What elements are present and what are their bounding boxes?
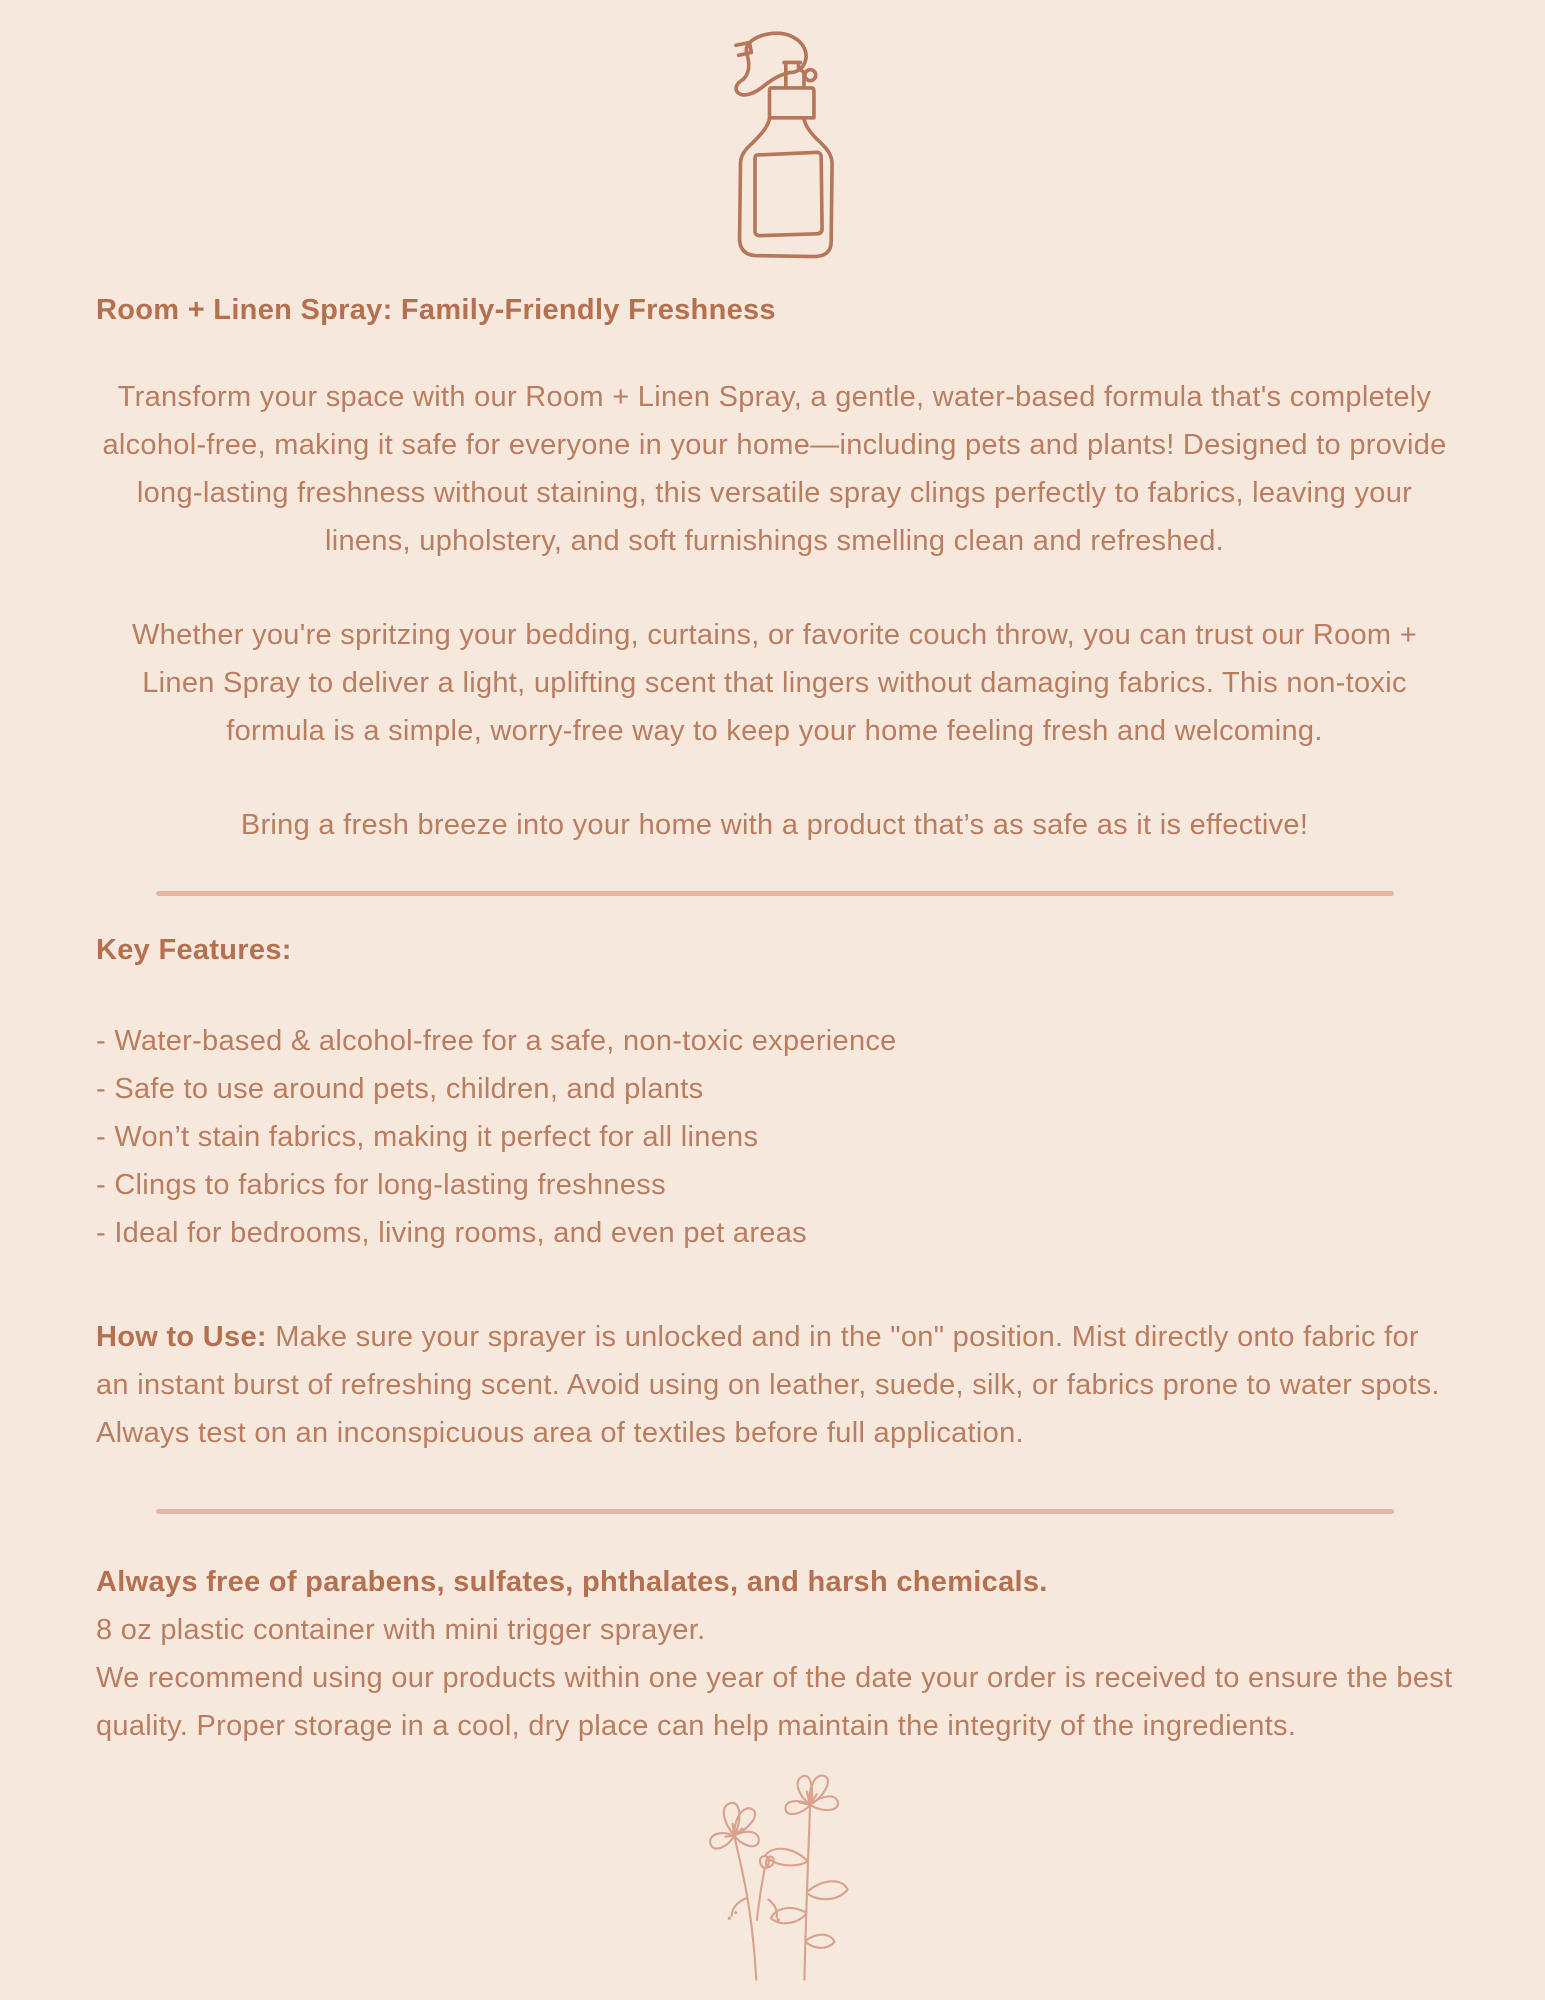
- footer-icon-row: [96, 1760, 1453, 1990]
- how-to-use-paragraph: [96, 1313, 1453, 1457]
- header-icon-row: [96, 26, 1453, 264]
- footer-shelf-life-line: We recommend using our products within one year of the date your order is received to ensure the best quality. Proper storage in a cool, dry place can help maintain the integrity of the ingredients.: [96, 1662, 1453, 1742]
- key-features-heading: Key Features:: [96, 934, 292, 966]
- page-title: Room + Linen Spray: Family-Friendly Freshness: [96, 294, 776, 326]
- flowers-icon: [677, 1760, 873, 1990]
- feature-item: - Won’t stain fabrics, making it perfect for all linens: [96, 1121, 759, 1153]
- feature-item: - Ideal for bedrooms, living rooms, and even pet areas: [96, 1217, 807, 1249]
- how-to-use-text: Make sure your sprayer is unlocked and in the "on" position. Mist directly onto fabric for an instant burst of refreshing scent. Avoid using on leather, suede, silk, or fabrics prone to water spots. Always test on an inconspicuous area of textiles before full application.: [96, 1321, 1440, 1449]
- feature-item: - Clings to fabrics for long-lasting freshness: [96, 1169, 666, 1201]
- footer-notes: [96, 1558, 1453, 1750]
- section-divider-bottom: [156, 1509, 1394, 1514]
- footer-container-line: 8 oz plastic container with mini trigger sprayer.: [96, 1614, 706, 1646]
- footer-bold-line: Always free of parabens, sulfates, phthalates, and harsh chemicals.: [96, 1566, 1048, 1598]
- key-features-list: [96, 1017, 1453, 1257]
- section-divider-top: [156, 891, 1394, 896]
- intro-paragraph-1: Transform your space with our Room + Linen Spray, a gentle, water-based formula that's completely alcohol-free, making it safe for everyone in your home—including pets and plants! Designed to provide long-lasting freshness without staining, this versatile spray clings perfectly to fabrics, leaving your linens, upholstery, and soft furnishings smelling clean and refreshed.: [102, 381, 1447, 557]
- feature-item: - Safe to use around pets, children, and plants: [96, 1073, 704, 1105]
- intro-paragraph-2: Whether you're spritzing your bedding, curtains, or favorite couch throw, you can trust our Room + Linen Spray to deliver a light, uplifting scent that lingers without damaging fabrics. This non-toxic formula is a simple, worry-free way to keep your home feeling fresh and welcoming.: [132, 619, 1417, 747]
- how-to-use-label: How to Use:: [96, 1321, 267, 1353]
- spray-bottle-icon: [716, 26, 852, 264]
- intro-paragraph-3: Bring a fresh breeze into your home with a product that’s as safe as it is effective!: [240, 809, 1309, 841]
- feature-item: - Water-based & alcohol-free for a safe, non-toxic experience: [96, 1025, 897, 1057]
